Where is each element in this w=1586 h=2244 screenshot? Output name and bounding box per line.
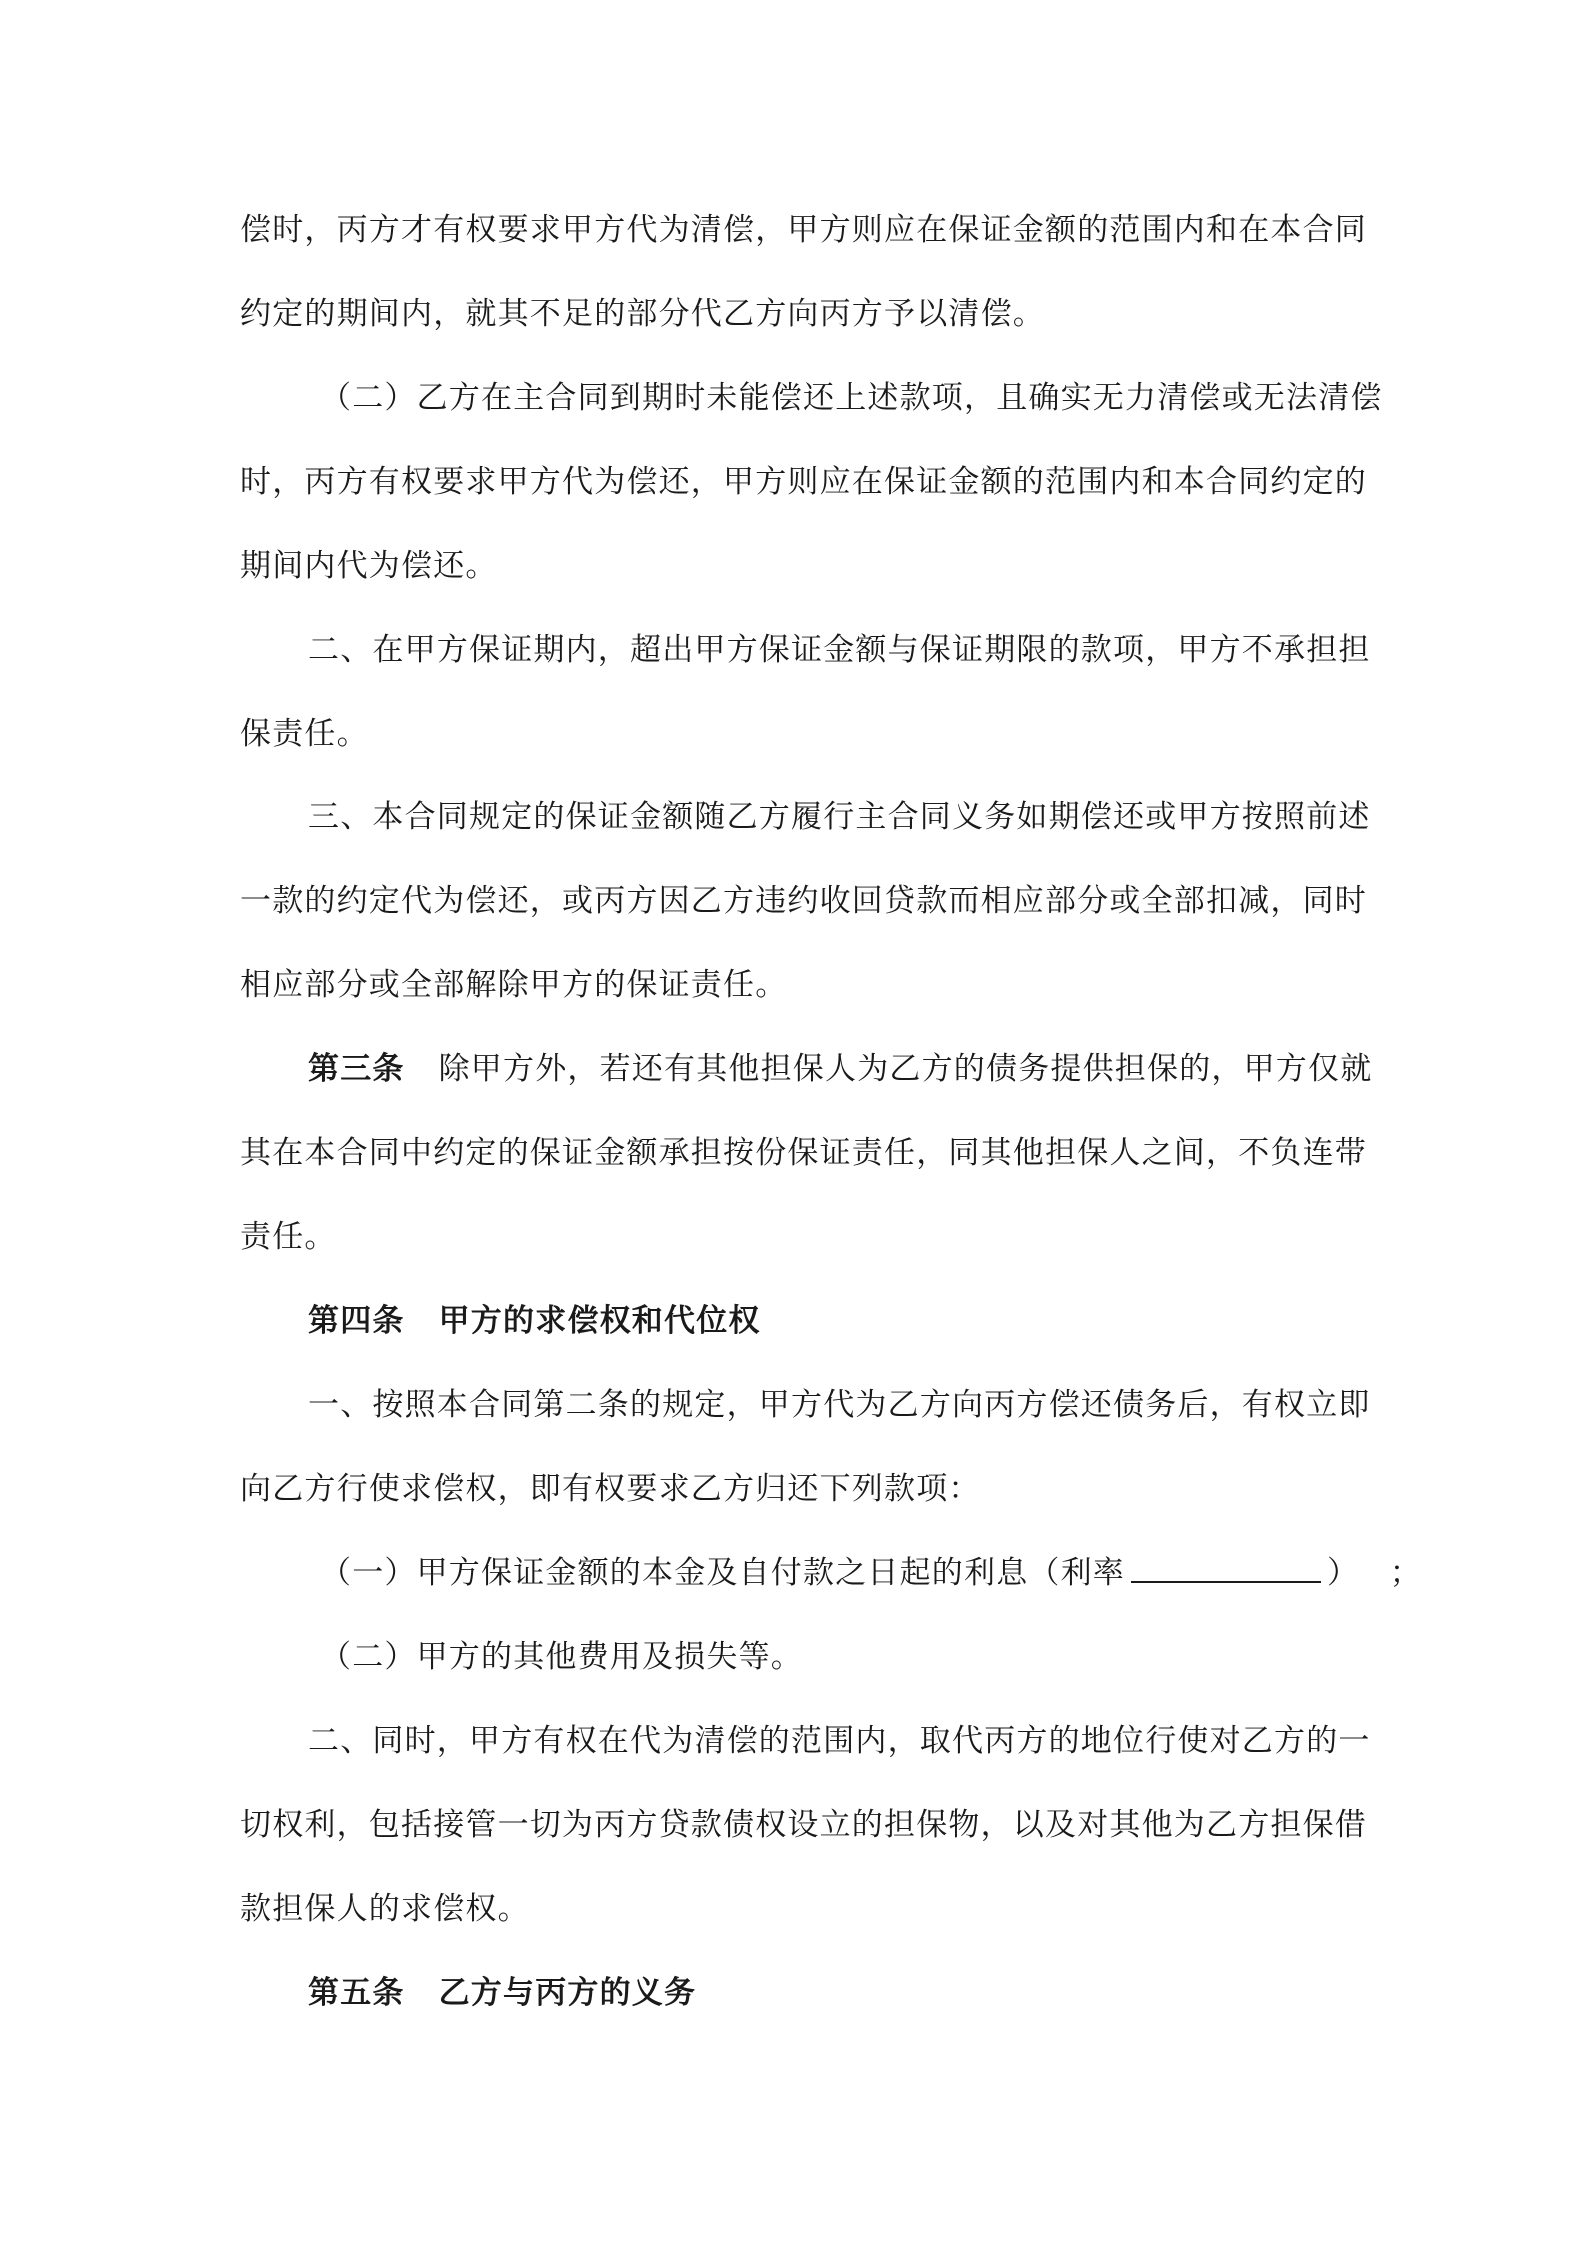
paragraph-line: 相应部分或全部解除甲方的保证责任。 [240,967,788,1003]
article-4-title: 甲方的求偿权和代位权 [438,1303,761,1339]
paragraph-line: 二、同时，甲方有权在代为清偿的范围内，取代丙方的地位行使对乙方的一 [308,1723,1371,1759]
paragraph-line: 责任。 [240,1219,337,1255]
interest-rate-blank[interactable] [1131,1553,1321,1583]
article-3-number: 第三条 [308,1051,405,1087]
paragraph-line: 一款的约定代为偿还，或丙方因乙方违约收回贷款而相应部分或全部扣减，同时 [240,883,1367,919]
paragraph-line: （二）乙方在主合同到期时未能偿还上述款项，且确实无力清偿或无法清偿 [320,380,1383,416]
paragraph-line: 保责任。 [240,716,369,752]
paragraph-line: 二、在甲方保证期内，超出甲方保证金额与保证期限的款项，甲方不承担担 [308,632,1371,668]
paragraph-line: 三、本合同规定的保证金额随乙方履行主合同义务如期偿还或甲方按照前述 [308,799,1371,835]
close-paren: ） [1327,1555,1344,1591]
article-3-line [308,1049,1372,1089]
paragraph-line: 偿时，丙方才有权要求甲方代为清偿，甲方则应在保证金额的范围内和在本合同 [240,212,1367,248]
article-5-number: 第五条 [308,1975,405,2011]
paragraph-line: 款担保人的求偿权。 [240,1891,530,1927]
interest-rate-line [320,1553,1422,1593]
article-5-heading [308,1973,696,2013]
paragraph-line: 其在本合同中约定的保证金额承担按份保证责任，同其他担保人之间，不负连带 [240,1135,1367,1171]
paragraph-line: 约定的期间内，就其不足的部分代乙方向丙方予以清偿。 [240,296,1045,332]
paragraph-line: 期间内代为偿还。 [240,548,498,584]
article-3-text: 除甲方外，若还有其他担保人为乙方的债务提供担保的，甲方仅就 [438,1051,1373,1087]
article-5-title: 乙方与丙方的义务 [438,1975,697,2011]
paragraph-line: 切权利，包括接管一切为丙方贷款债权设立的担保物，以及对其他为乙方担保借 [240,1807,1367,1843]
paragraph-line: （二）甲方的其他费用及损失等。 [320,1639,803,1675]
paragraph-line: 时，丙方有权要求甲方代为偿还，甲方则应在保证金额的范围内和本合同约定的 [240,464,1367,500]
paragraph-line: 向乙方行使求偿权，即有权要求乙方归还下列款项： [240,1471,981,1507]
interest-rate-text: （一）甲方保证金额的本金及自付款之日起的利息（利率 [320,1555,1125,1591]
article-4-heading [308,1301,761,1341]
article-4-number: 第四条 [308,1303,405,1339]
semicolon: ； [1389,1555,1422,1591]
paragraph-line: 一、按照本合同第二条的规定，甲方代为乙方向丙方偿还债务后，有权立即 [308,1387,1371,1423]
